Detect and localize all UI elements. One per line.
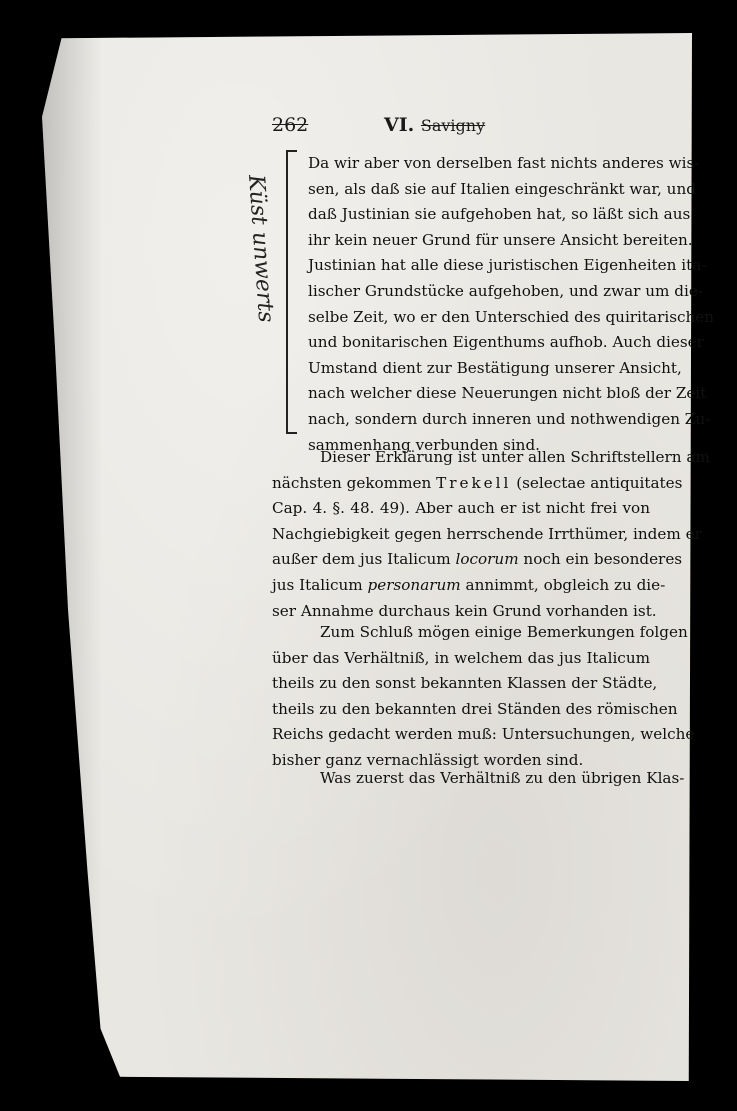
text-run: nächsten gekommen [272, 473, 437, 492]
page-header [272, 114, 522, 138]
text-line: sen, als daß sie auf Italien eingeschränkt war, und [308, 179, 696, 198]
text-line: ser Annahme durchaus kein Grund vorhanden ist. [272, 601, 657, 620]
text-line [272, 471, 683, 497]
italic-term: personarum [367, 575, 461, 594]
text-line [272, 547, 683, 573]
text-run: außer dem jus Italicum [272, 550, 456, 569]
text-line: Nachgiebigkeit gegen herrschende Irrthümer, indem er [272, 524, 702, 543]
page-edge-shadow [42, 33, 102, 1081]
text-line: Umstand dient zur Bestätigung unserer Ansicht, [308, 358, 682, 377]
text-line: Reichs gedacht werden muß: Untersuchungen, welche [272, 725, 695, 744]
text-line: selbe Zeit, wo er den Unterschied des quiritarischen [308, 307, 715, 326]
text-line: und bonitarischen Eigenthums aufhob. Auch dieser [308, 333, 704, 352]
text-run: noch ein besonderes [518, 550, 683, 569]
running-title-prefix: VI. [384, 114, 415, 136]
handwritten-margin-note: Küst unwerts [242, 173, 279, 324]
paragraph-2 [272, 445, 710, 624]
text-line: theils zu den bekannten drei Ständen des römischen [272, 699, 678, 718]
text-line: Was zuerst das Verhältniß zu den übrigen Klas- [320, 769, 685, 787]
running-title [384, 114, 485, 136]
text-line: daß Justinian sie aufgehoben hat, so läßt sich aus [308, 205, 691, 224]
paragraph-4 [272, 766, 685, 792]
italic-term: locorum [455, 550, 519, 569]
page-number: 262 [272, 114, 309, 136]
text-line: Dieser Erklärung ist unter allen Schriftstellern am [320, 448, 710, 466]
text-run: annimmt, obgleich zu die- [460, 575, 666, 594]
text-line: über das Verhältniß, in welchem das jus Italicum [272, 648, 650, 667]
text-line: sammenhang verbunden sind. [308, 435, 541, 454]
text-line: theils zu den sonst bekannten Klassen der Städte, [272, 674, 658, 693]
author-name: Trekell [436, 473, 512, 492]
text-line: lischer Grundstücke aufgehoben, und zwar um die- [308, 281, 703, 300]
text-run: jus Italicum [272, 575, 368, 594]
text-line: bisher ganz vernachlässigt worden sind. [272, 750, 584, 769]
text-line: Da wir aber von derselben fast nichts anderes wis- [308, 154, 700, 172]
text-run: (selectae antiquitates [511, 473, 683, 492]
text-line: Zum Schluß mögen einige Bemerkungen folgen [320, 623, 688, 641]
running-title-struck: Savigny [420, 116, 486, 135]
text-line: Cap. 4. §. 48. 49). Aber auch er ist nicht frei von [272, 499, 650, 518]
margin-bracket [286, 150, 297, 434]
text-line: nach welcher diese Neuerungen nicht bloß der Zeit [308, 384, 707, 403]
text-line: nach, sondern durch inneren und nothwendigen Zu- [308, 409, 711, 428]
paragraph-3 [272, 620, 695, 774]
text-line [272, 573, 666, 599]
text-line: ihr kein neuer Grund für unsere Ansicht bereiten. [308, 230, 693, 249]
text-line: Justinian hat alle diese juristischen Eigenheiten ita- [308, 256, 707, 275]
